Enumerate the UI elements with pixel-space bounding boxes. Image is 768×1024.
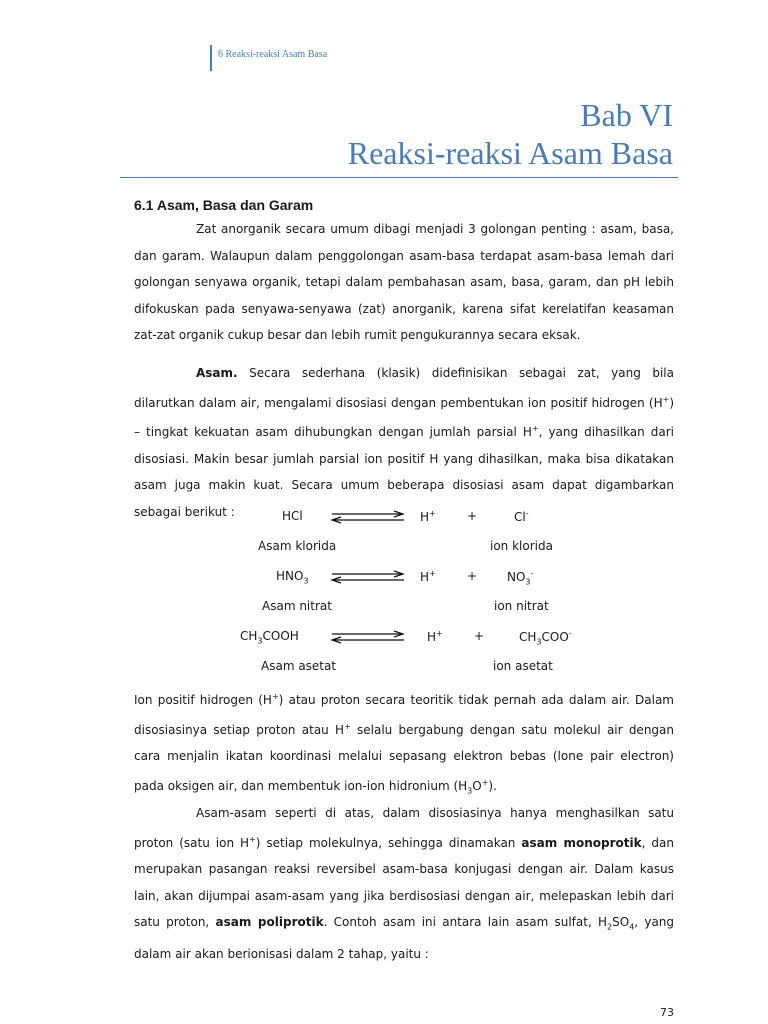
term-monoprotik: asam monoprotik bbox=[521, 835, 642, 850]
chapter-name: Reaksi-reaksi Asam Basa bbox=[347, 135, 673, 171]
paragraph-asam: Asam. Secara sederhana (klasik) didefinisikan sebagai zat, yang bila dilarutkan dalam air, mengalami disosiasi dengan pembentukan ion positif hidrogen (H+) – tingkat kekuatan asam dihubungkan dengan jumlah parsial H+, yang dihasilkan dari disosiasi. Makin besar jumlah parsial ion positif H yang dihasilkan, maka bisa dikatakan asam juga makin kuat. Secara umum beberapa disosiasi asam dapat digambarkan sebagai berikut : bbox=[134, 366, 674, 519]
chapter-title bbox=[348, 96, 673, 172]
term-poliprotik: asam poliprotik bbox=[215, 915, 324, 929]
paragraph-proton: Ion positif hidrogen (H+) atau proton secara teoritik tidak pernah ada dalam air. Dalam disosiasinya setiap proton atau H+ selalu bergabung dengan satu molekul air dengan cara menjalin ikatan koordinasi melalui sepasang elektron bebas (lone pair electron) pada oksigen air, dan membentuk ion-ion hidronium $(H_3O^+)$. bbox=[134, 692, 674, 795]
reactant-ch3cooh: $CH_3COOH$ bbox=[240, 629, 299, 646]
section-heading: 6.1 Asam, Basa dan Garam bbox=[134, 197, 314, 213]
running-header: 6 Reaksi-reaksi Asam Basa bbox=[218, 49, 328, 60]
name-asam-asetat: Asam asetat bbox=[261, 659, 337, 673]
plus-sign: + bbox=[467, 569, 478, 583]
chapter-number: Bab VI bbox=[580, 97, 673, 133]
reactant-hno3: $HNO_3$ bbox=[276, 569, 309, 586]
name-ion-nitrat: ion nitrat bbox=[494, 599, 549, 613]
page-number: 73 bbox=[660, 1006, 674, 1019]
product-h: H+ bbox=[420, 509, 436, 524]
product-ch3coo: $CH_3COO^-$ bbox=[519, 629, 572, 647]
product-cl: Cl- bbox=[514, 509, 529, 524]
name-ion-klorida: ion klorida bbox=[490, 539, 553, 553]
reactant-hcl: HCl bbox=[282, 509, 303, 523]
plus-sign: + bbox=[474, 629, 485, 643]
equilibrium-arrow-icon bbox=[330, 570, 406, 584]
paragraph-intro: Zat anorganik secara umum dibagi menjadi 3 golongan penting : asam, basa, dan garam. Walaupun dalam penggolongan asam-basa terdapat asam-basa lemah dari golongan senyawa organik, tetapi dalam pembahasan asam, basa, garam, dan pH lebih difokuskan pada senyawa-senyawa (zat) anorganik, karena sifat kerelatifan keasaman zat-zat organik cukup besar dan lebih rumit pengukurannya secara eksak. bbox=[134, 222, 674, 342]
name-asam-nitrat: Asam nitrat bbox=[262, 599, 332, 613]
product-h: H+ bbox=[420, 569, 436, 584]
name-asam-klorida: Asam klorida bbox=[258, 539, 337, 553]
paragraph-protik: Asam-asam seperti di atas, dalam disosiasinya hanya menghasilkan satu proton (satu ion H+) setiap molekulnya, sehingga dinamakan asam monoprotik, dan merupakan pasangan reaksi reversibel asam-basa konjugasi dengan air. Dalam kasus lain, akan dijumpai asam-asam yang jika berdisosiasi dengan air, melepaskan lebih dari satu proton, asam poliprotik. Contoh asam ini antara lain asam sulfat, $H_2SO_4$, yang dalam air akan berionisasi dalam 2 tahap, yaitu : bbox=[134, 806, 675, 961]
title-divider bbox=[120, 177, 678, 178]
plus-sign: + bbox=[467, 509, 478, 523]
name-ion-asetat: ion asetat bbox=[493, 659, 553, 673]
term-asam: Asam. bbox=[196, 366, 238, 380]
equilibrium-arrow-icon bbox=[330, 630, 406, 644]
product-h: H+ bbox=[427, 629, 443, 644]
product-no3: $NO_3^-$ bbox=[507, 569, 534, 587]
equilibrium-arrow-icon bbox=[330, 510, 406, 524]
header-rule bbox=[210, 45, 212, 71]
